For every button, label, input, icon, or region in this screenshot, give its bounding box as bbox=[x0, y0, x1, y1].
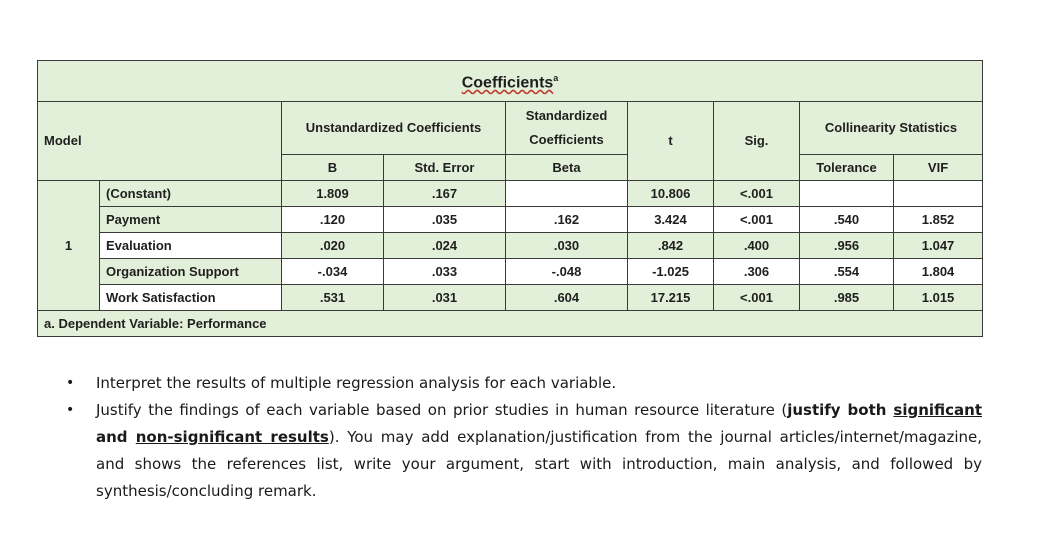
cell-vif: 1.015 bbox=[894, 285, 983, 311]
table-row bbox=[38, 285, 983, 311]
cell-beta: -.048 bbox=[506, 259, 628, 285]
cell-sig: <.001 bbox=[714, 207, 800, 233]
header-tolerance: Tolerance bbox=[800, 155, 894, 181]
cell-b: .120 bbox=[282, 207, 384, 233]
table-row bbox=[38, 233, 983, 259]
header-beta: Beta bbox=[506, 155, 628, 181]
cell-beta: .162 bbox=[506, 207, 628, 233]
cell-vif: 1.804 bbox=[894, 259, 983, 285]
row-variable-name: Payment bbox=[100, 207, 282, 233]
header-collinearity-statistics: Collinearity Statistics bbox=[800, 102, 983, 155]
cell-t: 10.806 bbox=[628, 181, 714, 207]
header-model: Model bbox=[38, 102, 282, 181]
cell-beta: .030 bbox=[506, 233, 628, 259]
cell-tolerance: .956 bbox=[800, 233, 894, 259]
bullet-text-2-bold2: and bbox=[96, 428, 136, 446]
row-variable-name: (Constant) bbox=[100, 181, 282, 207]
row-variable-name: Organization Support bbox=[100, 259, 282, 285]
bullet-icon: • bbox=[66, 375, 75, 391]
cell-t: 3.424 bbox=[628, 207, 714, 233]
table-row bbox=[38, 181, 983, 207]
coefficients-table-container bbox=[37, 60, 982, 337]
coefficients-table bbox=[37, 60, 983, 337]
header-unstandardized-coefficients: Unstandardized Coefficients bbox=[282, 102, 506, 155]
bullet-text-2-bold1: justify both bbox=[787, 401, 894, 419]
cell-tolerance bbox=[800, 181, 894, 207]
table-title-text: Coefficients bbox=[461, 74, 554, 92]
cell-tolerance: .554 bbox=[800, 259, 894, 285]
model-number: 1 bbox=[38, 181, 100, 311]
table-row bbox=[38, 207, 983, 233]
bullet-text-2-part2: ). You may add explanation/justification from the journal articles/internet/magazine, and shows the references list, write your argument, start with introduction, main analysis, and followed by synthesis/concluding remark. bbox=[96, 428, 982, 500]
cell-b: -.034 bbox=[282, 259, 384, 285]
cell-beta: .604 bbox=[506, 285, 628, 311]
header-t: t bbox=[628, 102, 714, 181]
bullet-text-2-significant: significant bbox=[893, 401, 983, 419]
cell-b: 1.809 bbox=[282, 181, 384, 207]
cell-std-error: .035 bbox=[384, 207, 506, 233]
table-title bbox=[38, 61, 983, 102]
cell-sig: .306 bbox=[714, 259, 800, 285]
header-b: B bbox=[282, 155, 384, 181]
cell-sig: <.001 bbox=[714, 285, 800, 311]
cell-sig: <.001 bbox=[714, 181, 800, 207]
cell-std-error: .033 bbox=[384, 259, 506, 285]
cell-std-error: .167 bbox=[384, 181, 506, 207]
header-standardized-line2: Coefficients bbox=[529, 132, 604, 147]
table-footnote: a. Dependent Variable: Performance bbox=[38, 311, 983, 337]
cell-tolerance: .540 bbox=[800, 207, 894, 233]
list-item bbox=[62, 370, 982, 397]
header-standardized-line1: Standardized bbox=[525, 108, 608, 123]
table-title-superscript: a bbox=[553, 73, 559, 84]
cell-std-error: .031 bbox=[384, 285, 506, 311]
bullet-text-2-non-significant: non-significant results bbox=[135, 428, 329, 446]
bullet-text-1: Interpret the results of multiple regression analysis for each variable. bbox=[96, 374, 617, 392]
list-item bbox=[62, 397, 982, 505]
cell-t: .842 bbox=[628, 233, 714, 259]
cell-t: -1.025 bbox=[628, 259, 714, 285]
header-standardized-coefficients bbox=[506, 102, 628, 155]
header-std-error: Std. Error bbox=[384, 155, 506, 181]
row-variable-name: Work Satisfaction bbox=[100, 285, 282, 311]
cell-vif: 1.852 bbox=[894, 207, 983, 233]
header-sig: Sig. bbox=[714, 102, 800, 181]
cell-tolerance: .985 bbox=[800, 285, 894, 311]
cell-sig: .400 bbox=[714, 233, 800, 259]
bullet-text-2-part1: Justify the findings of each variable based on prior studies in human resource literature ( bbox=[96, 401, 788, 419]
cell-b: .020 bbox=[282, 233, 384, 259]
cell-vif bbox=[894, 181, 983, 207]
cell-b: .531 bbox=[282, 285, 384, 311]
cell-std-error: .024 bbox=[384, 233, 506, 259]
bullet-icon: • bbox=[66, 402, 75, 418]
row-variable-name: Evaluation bbox=[100, 233, 282, 259]
cell-vif: 1.047 bbox=[894, 233, 983, 259]
cell-t: 17.215 bbox=[628, 285, 714, 311]
table-row bbox=[38, 259, 983, 285]
instructions-list bbox=[62, 370, 982, 505]
header-vif: VIF bbox=[894, 155, 983, 181]
cell-beta bbox=[506, 181, 628, 207]
